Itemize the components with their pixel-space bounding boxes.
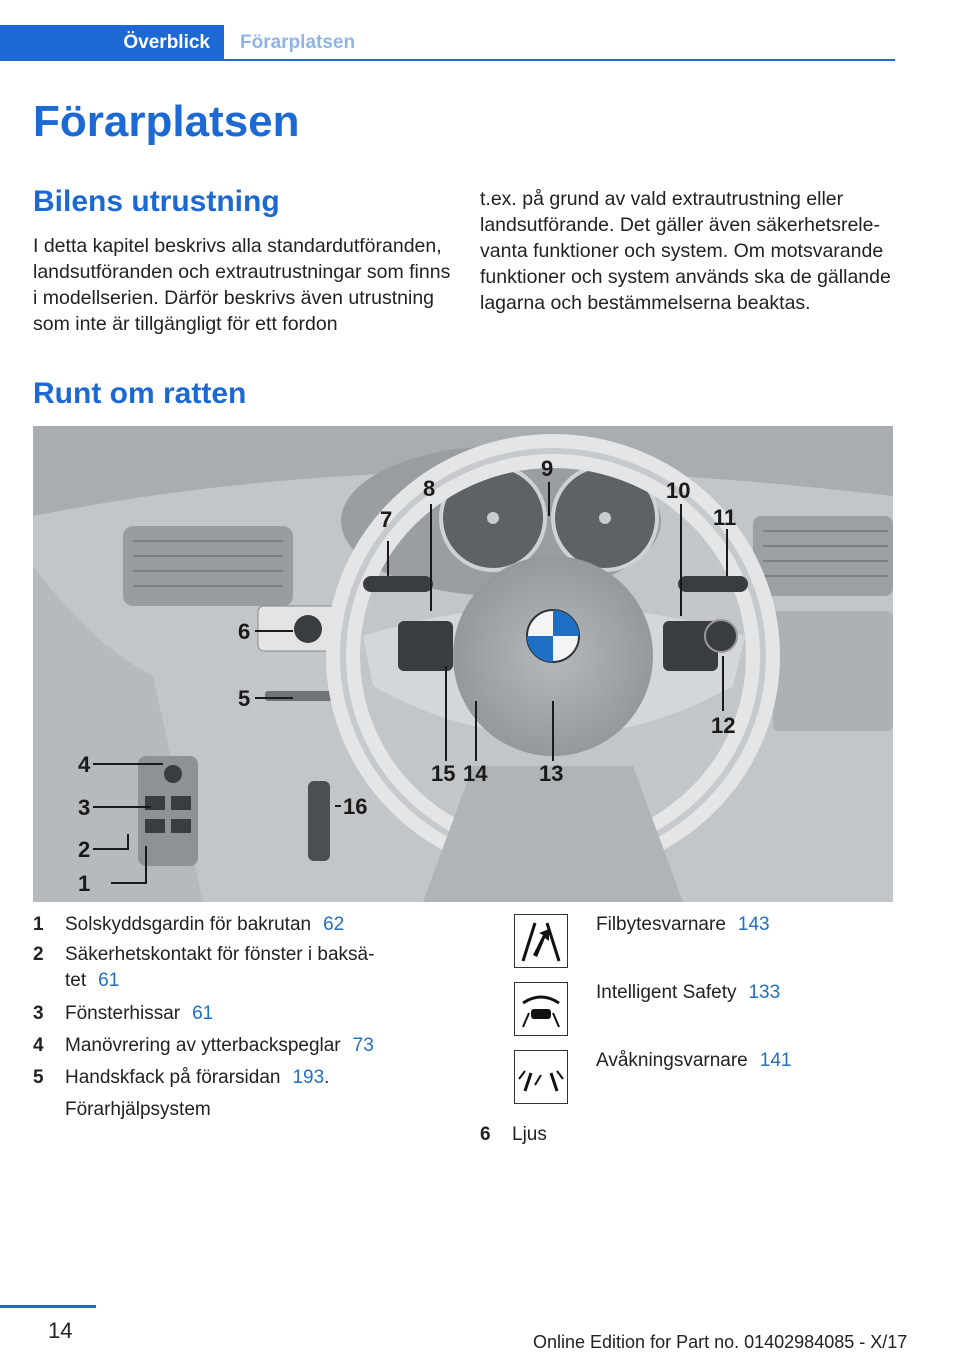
callout-15: 15 <box>431 761 456 786</box>
legend-text-wrap <box>65 1033 405 1059</box>
legend-num <box>33 1097 65 1123</box>
legend-text: Manövrering av ytterbackspeglar <box>65 1035 341 1056</box>
paragraph-equipment-right: t.ex. på grund av vald extrautrustning eller landsutförande. Det gäller även säkerhetsrelevanta funktioner och system. Om motsvarande funktioner och system används ska de gällande lagarna och bestämmelserna beaktas. <box>480 188 891 314</box>
callout-2: 2 <box>78 837 91 862</box>
legend-text-wrap <box>65 1065 405 1091</box>
legend-item-2 <box>33 942 405 994</box>
tab-drivers-seat-label: Förarplatsen <box>240 32 356 53</box>
callout-16: 16 <box>343 794 368 819</box>
tab-overview[interactable] <box>0 25 224 61</box>
assist-item-lane-change <box>596 912 770 938</box>
callout-3: 3 <box>78 795 91 820</box>
column-right <box>480 186 900 316</box>
page-link-61[interactable]: 61 <box>192 1003 214 1024</box>
legend-num: 3 <box>33 1003 44 1024</box>
callout-14: 14 <box>463 761 488 786</box>
assist-item-lane-departure <box>596 1048 791 1074</box>
cockpit-drawing <box>33 426 893 902</box>
intelligent-safety-icon <box>514 982 568 1036</box>
lane-change-warning-icon <box>514 914 568 968</box>
assist-label: Intelligent Safety <box>596 982 737 1003</box>
section-heading-around-wheel: Runt om ratten <box>33 377 247 410</box>
page-link-61[interactable]: 61 <box>98 970 120 991</box>
callout-13: 13 <box>539 761 564 786</box>
legend-text: Förarhjälpsystem <box>65 1099 211 1120</box>
tab-drivers-seat[interactable] <box>240 25 355 61</box>
section-heading-equipment: Bilens utrustning <box>33 185 280 218</box>
legend-text: Solskyddsgardin för bakrutan <box>65 914 312 935</box>
page-number: 14 <box>48 1318 73 1343</box>
legend-item-1 <box>33 912 405 938</box>
callout-7: 7 <box>380 507 393 532</box>
callout-6: 6 <box>238 619 251 644</box>
footer-edition: Online Edition for Part no. 01402984085 - X/17 <box>533 1332 908 1352</box>
legend-suffix: . <box>324 1067 330 1088</box>
page-link-141[interactable]: 141 <box>759 1050 792 1071</box>
page-title: Förarplatsen <box>33 97 300 146</box>
legend-item-3 <box>33 1001 405 1027</box>
legend-text: Säkerhetskontakt för fönster i baksätet <box>65 944 375 991</box>
legend-text: Handskfack på förarsidan <box>65 1067 281 1088</box>
callout-8: 8 <box>423 476 436 501</box>
tab-overview-label: Överblick <box>123 32 210 53</box>
callout-11: 11 <box>713 505 737 530</box>
lane-departure-warning-icon <box>514 1050 568 1104</box>
page-link-133[interactable]: 133 <box>748 982 781 1003</box>
page-link-193[interactable]: 193 <box>292 1067 325 1088</box>
legend-num: 4 <box>33 1035 44 1056</box>
page-link-62[interactable]: 62 <box>323 914 345 935</box>
cockpit-illustration <box>33 426 893 902</box>
legend-item-5 <box>33 1065 405 1091</box>
legend-num: 1 <box>33 914 44 935</box>
legend-text: Fönsterhissar <box>65 1003 181 1024</box>
callout-12: 12 <box>711 713 736 738</box>
section-around-wheel <box>33 377 246 411</box>
legend-text-wrap <box>65 912 405 938</box>
header-rule <box>0 59 895 61</box>
legend-right <box>480 912 900 1145</box>
legend-item-6 <box>480 1122 852 1148</box>
paragraph-equipment-left: I detta kapitel beskrivs alla standardutföranden, landsutföranden och extrautrustningar som finns i modellserien. Därför beskrivs även utrustning som inte är tillgängligt för ett fordon <box>33 235 451 335</box>
footer-rule <box>0 1305 96 1308</box>
assist-item-intelligent-safety <box>596 980 780 1006</box>
callout-10: 10 <box>666 478 691 503</box>
legend-text-wrap <box>65 942 405 994</box>
callout-4: 4 <box>78 752 91 777</box>
assist-label: Filbytesvarnare <box>596 914 726 935</box>
legend-item-driver-assist <box>33 1097 405 1123</box>
legend-text-wrap <box>65 1001 405 1027</box>
header-tabs <box>0 25 895 61</box>
section-vehicle-equipment <box>33 185 280 219</box>
page-link-143[interactable]: 143 <box>737 914 770 935</box>
legend-num: 6 <box>480 1124 491 1145</box>
legend-left <box>33 912 433 1132</box>
legend-num: 5 <box>33 1067 44 1088</box>
page-link-73[interactable]: 73 <box>352 1035 374 1056</box>
assist-label: Avåkningsvarnare <box>596 1050 748 1071</box>
callout-5: 5 <box>238 686 251 711</box>
legend-num: 2 <box>33 944 44 965</box>
callout-1: 1 <box>78 871 91 896</box>
legend-text: Ljus <box>512 1124 547 1145</box>
callout-9: 9 <box>541 456 554 481</box>
legend-item-4 <box>33 1033 405 1059</box>
column-left <box>33 233 453 337</box>
